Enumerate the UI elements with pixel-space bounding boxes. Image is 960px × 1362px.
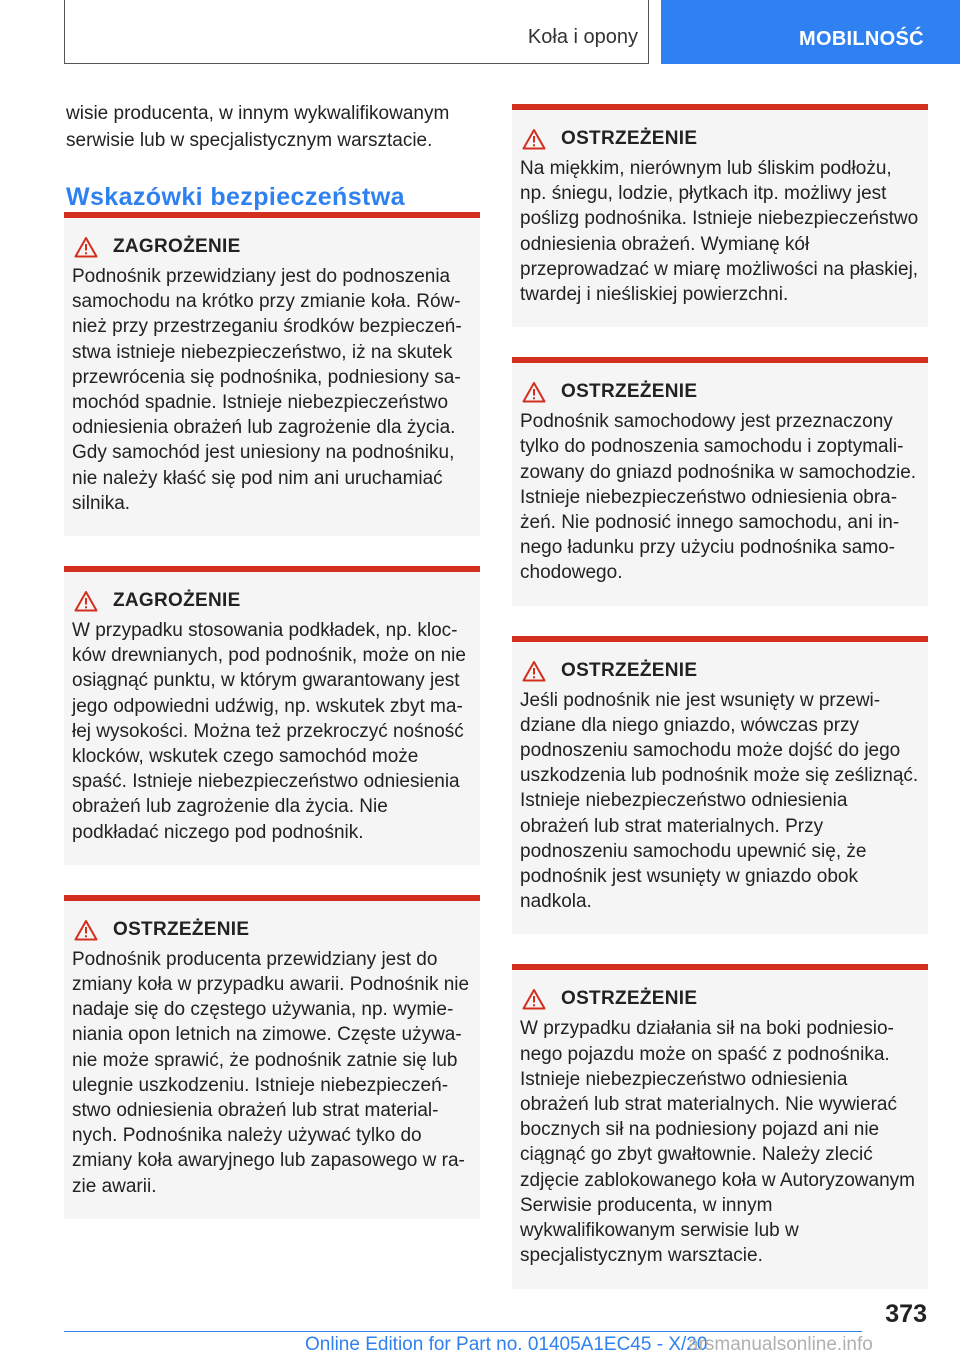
warning-header [72,590,472,612]
warning-triangle-icon [74,919,98,941]
header-chapter-tab [661,0,960,64]
warning-text: Podnośnik przewidziany jest do podnoszenia samochodu na krótko przy zmianie koła. Również przy przestrzeganiu środków bezpieczeństwa istnieje niebezpieczeństwo, iż na skutek przewrócenia się podnośnika, podniesiony samochód spadnie. Istnieje niebezpieczeństwo odniesienia obrażeń lub zagrożenie dla życia. Gdy samochód jest uniesiony na podnośniku, nie należy kłaść się pod nim ani uruchamiać silnika. [72,266,462,514]
section-title: Wskazówki bezpieczeństwa [66,183,405,211]
warning-title: OSTRZEŻENIE [561,659,698,681]
warning-triangle-icon [522,988,546,1010]
warning-text: Podnośnik producenta przewidziany jest do zmiany koła w przypadku awarii. Podnośnik nie nadaje się do częstego używania, np. wymieniania opon letnich na zimowe. Częste używanie może sprawić, że podnośnik zatnie się lub ulegnie uszkodzeniu. Istnieje niebezpieczeństwo odniesienia obrażeń lub strat materialnych. Podnośnika należy używać tylko do zmiany koła awaryjnego lub zapasowego w razie awarii. [72,948,470,1197]
footer-edition-text: Online Edition for Part no. 01405A1EC45 - X/20 [305,1334,708,1355]
warning-header [520,128,920,150]
warning-text: Podnośnik samochodowy jest przeznaczony tylko do podnoszenia samochodu i zoptymalizowany do gniazd podnośnika w samochodzie. Istnieje niebezpieczeństwo odniesienia obrażeń. Nie podnosić innego samochodu, ani innego ładunku przy użyciu podnośnika samochodowego. [520,411,917,584]
warning-box [64,566,480,865]
warning-triangle-icon [522,660,546,682]
warning-title: ZAGROŻENIE [113,236,241,257]
warning-text: Na miękkim, nierównym lub śliskim podłożu, np. śniegu, lodzie, płytkach itp. możliwy jest poślizg podnośnika. Istnieje niebezpieczeństwo odniesienia obrażeń. Wymianę kół przeprowadzać w miarę możliwości na płaskiej, twardej i nieśliskiej powierzchni. [520,158,919,306]
warning-title: OSTRZEŻENIE [561,381,698,403]
warning-header [520,988,920,1010]
warning-box [512,964,928,1288]
warning-triangle-icon [522,128,546,150]
intro-paragraph: wisie producenta, w innym wykwalifikowanym serwisie lub w specjalistycznym warsztacie. [66,103,450,151]
header-section-title: Koła i opony [527,26,638,48]
warning-header [72,236,472,258]
page-number: 373 [885,1300,927,1328]
warning-triangle-icon [74,590,98,612]
warning-header [520,381,920,403]
left-column [64,100,480,1249]
warning-title: OSTRZEŻENIE [561,128,698,149]
warning-text: Jeśli podnośnik nie jest wsunięty w przewidziane dla niego gniazdo, wówczas przy podnoszeniu samochodu może dojść do jego uszkodzenia lub podnośnik może się ześliznąć. Istnieje niebezpieczeństwo odniesienia obrażeń lub strat materialnych. Przy podnoszeniu samochodu upewnić się, że podnośnik jest wsunięty w gniazdo obok nadkola. [520,689,919,913]
warning-triangle-icon [522,381,546,403]
warning-title: OSTRZEŻENIE [113,918,250,940]
warning-header [72,919,472,941]
warning-text: W przypadku działania sił na boki podniesionego pojazdu może on spaść z podnośnika. Istnieje niebezpieczeństwo odniesienia obrażeń lub strat materialnych. Nie wywierać bocznych sił na podniesiony pojazd ani nie ciągnąć go zbyt gwałtownie. Należy zlecić zdjęcie zablokowanego koła w Autoryzowanym Serwisie producenta, w innym wykwalifikowanym serwisie lub w specjalistycznym warsztacie. [520,1018,915,1267]
warning-title: OSTRZEŻENIE [561,988,698,1010]
header-chapter-label: MOBILNOŚĆ [799,28,924,50]
warning-box [64,895,480,1219]
warning-text: W przypadku stosowania podkładek, np. klocków drewnianych, pod podnośnik, może on nie osiągnąć punktu, w którym gwarantowany jest jego odpowiedni udźwig, np. wskutek zbyt małej wysokości. Można też przekroczyć nośność klocków, wskutek czego samochód może spaść. Istnieje niebezpieczeństwo odniesienia obrażeń lub zagrożenie dla życia. Nie podkładać niczego pod podnośnik. [72,620,466,843]
warning-title: ZAGROŻENIE [113,590,241,612]
warning-triangle-icon [74,236,98,258]
warning-box [512,636,928,935]
warning-box [512,104,928,327]
right-column [512,104,928,1319]
footer-divider [64,1331,862,1332]
warning-header [520,660,920,682]
warning-box [64,212,480,536]
warning-box [512,357,928,605]
footer-watermark: arsmanualsonline.info [688,1334,873,1355]
